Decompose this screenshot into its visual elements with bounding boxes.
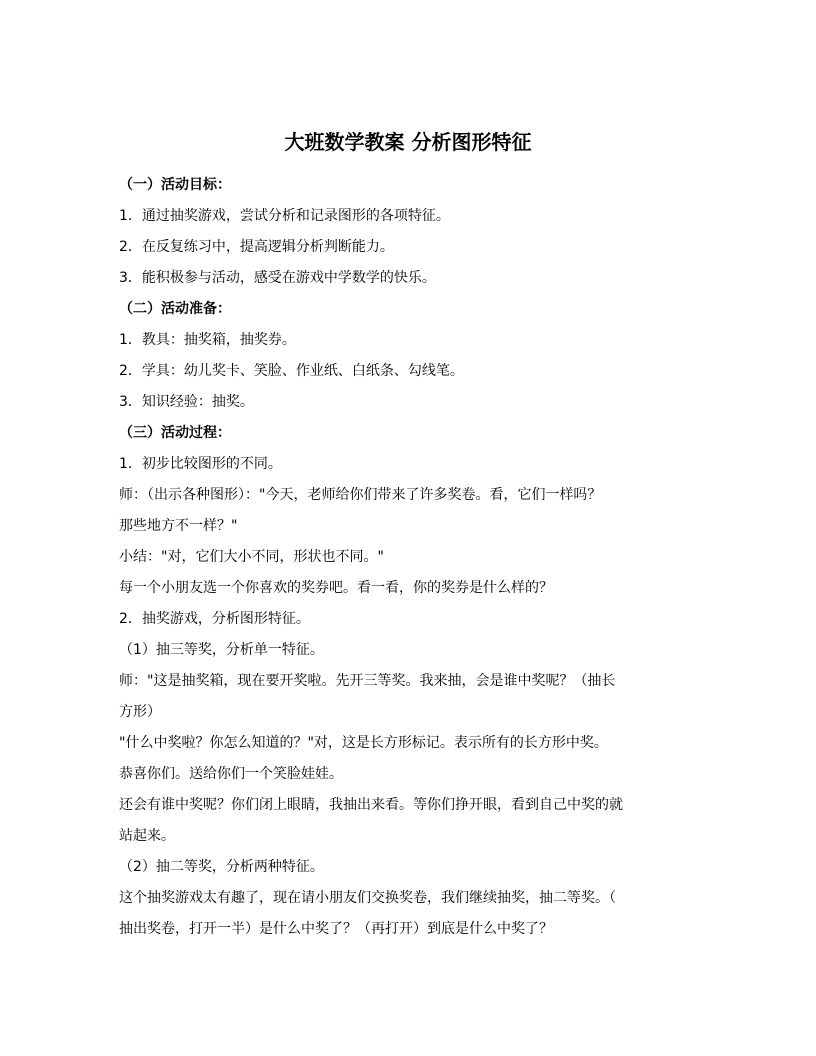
section-heading: （一）活动目标： xyxy=(119,177,231,193)
paragraph-line: 站起来。 xyxy=(119,828,175,844)
paragraph-line: 3．能积极参与活动，感受在游戏中学数学的快乐。 xyxy=(119,270,436,286)
paragraph-line: 2．在反复练习中，提高逻辑分析判断能力。 xyxy=(119,239,394,255)
paragraph-line: 2．学具：幼儿奖卡、笑脸、作业纸、白纸条、勾线笔。 xyxy=(119,363,464,379)
paragraph-line: 师：（出示各种图形）："今天，老师给你们带来了许多奖卷。看，它们一样吗？ xyxy=(119,487,602,503)
paragraph-line: （2）抽二等奖，分析两种特征。 xyxy=(119,859,324,875)
paragraph-line: 还会有谁中奖呢？你们闭上眼睛，我抽出来看。等你们挣开眼，看到自己中奖的就 xyxy=(119,797,623,813)
paragraph-line: 抽出奖卷，打开一半）是什么中奖了？（再打开）到底是什么中奖了？ xyxy=(119,921,553,937)
paragraph-line: 1．通过抽奖游戏，尝试分析和记录图形的各项特征。 xyxy=(119,208,450,224)
paragraph-line: 1．初步比较图形的不同。 xyxy=(119,456,282,472)
paragraph-line: 师："这是抽奖箱，现在要开奖啦。先开三等奖。我来抽，会是谁中奖呢？（抽长 xyxy=(119,673,616,689)
paragraph-line: "什么中奖啦？你怎么知道的？"对，这是长方形标记。表示所有的长方形中奖。 xyxy=(119,735,608,751)
paragraph-line: （1）抽三等奖，分析单一特征。 xyxy=(119,642,324,658)
section-heading: （二）活动准备： xyxy=(119,301,231,317)
paragraph-line: 那些地方不一样？" xyxy=(119,518,238,534)
section-heading: （三）活动过程： xyxy=(119,425,231,441)
paragraph-line: 2．抽奖游戏，分析图形特征。 xyxy=(119,611,310,627)
document-body xyxy=(119,170,709,945)
paragraph-line: 恭喜你们。送给你们一个笑脸娃娃。 xyxy=(119,766,343,782)
paragraph-line: 1．教具：抽奖箱，抽奖券。 xyxy=(119,332,296,348)
paragraph-line: 每一个小朋友选一个你喜欢的奖券吧。看一看，你的奖券是什么样的？ xyxy=(119,580,553,596)
paragraph-line: 这个抽奖游戏太有趣了，现在请小朋友们交换奖卷，我们继续抽奖，抽二等奖。（ xyxy=(119,890,616,906)
paragraph-line: 方形） xyxy=(119,704,161,720)
paragraph-line: 3．知识经验：抽奖。 xyxy=(119,394,254,410)
paragraph-line: 小结："对，它们大小不同，形状也不同。" xyxy=(119,549,384,565)
page-title: 大班数学教案 分析图形特征 xyxy=(284,130,532,154)
